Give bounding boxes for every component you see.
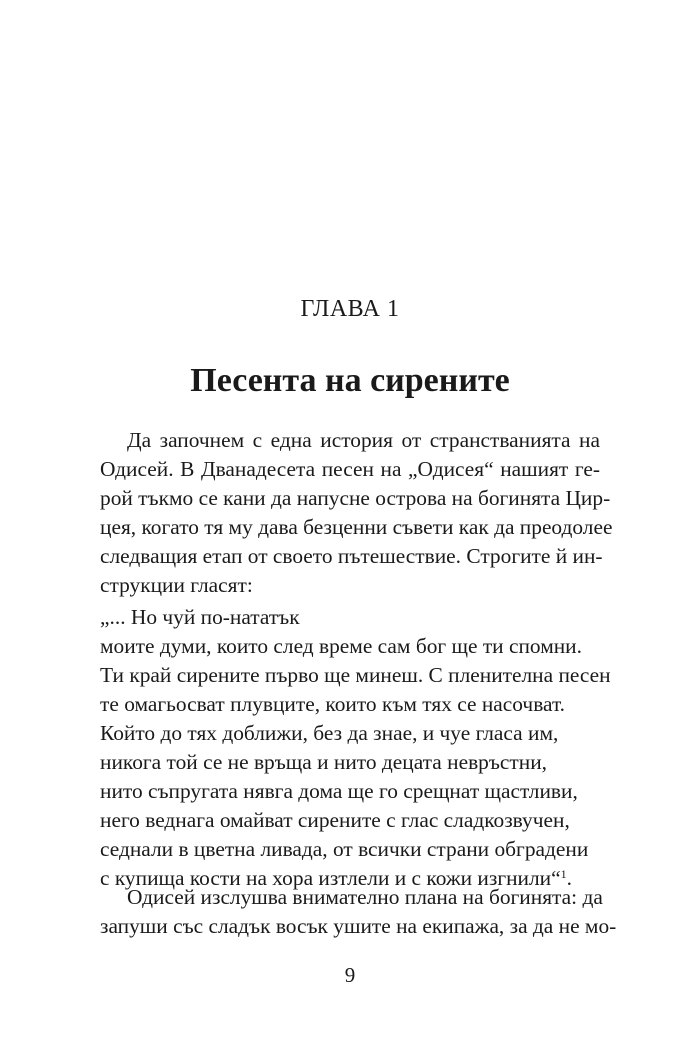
paragraph-line: рой тъкмо се кани да напусне острова на богинята Цир-: [100, 486, 611, 510]
paragraph-line: струкции гласят:: [100, 573, 253, 597]
paragraph-2: [100, 883, 617, 941]
paragraph-line: Одисей изслушва внимателно плана на богинята: да: [127, 885, 603, 909]
paragraph-line: Да започнем с една история от странстванията на: [127, 428, 600, 452]
verse-line: седнали в цветна ливада, от всички страни обградени: [100, 837, 589, 861]
paragraph-line: следващия етап от своето пътешествие. Строгите й ин-: [100, 544, 603, 568]
verse-line: моите думи, които след време сам бог ще ти спомни.: [100, 634, 582, 658]
page-number: 9: [344, 963, 356, 987]
paragraph-line: запуши със сладък восък ушите на екипажа, за да не мо-: [100, 914, 617, 938]
chapter-label: ГЛАВА 1: [300, 296, 400, 322]
verse-line: него веднага омайват сирените с глас сладкозвучен,: [100, 808, 570, 832]
verse-line: нито съпругата нявга дома ще го срещнат щастливи,: [100, 779, 578, 803]
verse-line: „... Но чуй по-нататък: [100, 605, 300, 629]
verse-line: Ти край сирените първо ще минеш. С пленителна песен: [100, 663, 611, 687]
verse-line: те омагьосват плувците, които към тях се насочват.: [100, 692, 566, 716]
verse-line-last: с купища кости на хора изтлели и с кожи изгнили“$^1$.: [100, 866, 572, 890]
paragraph-1: [100, 426, 613, 600]
paragraph-line: цея, когато тя му дава безценни съвети как да преодолее: [100, 515, 613, 539]
paragraph-line: Одисей. В Дванадесета песен на „Одисея“ нашият ге-: [100, 457, 600, 481]
verse-quote: [100, 603, 611, 893]
verse-line: Който до тях доближи, без да знае, и чуе гласа им,: [100, 721, 559, 745]
verse-line: никога той се не връща и нито децата невръстни,: [100, 750, 548, 774]
footnote-marker: 1: [560, 867, 567, 881]
chapter-title: Песента на сирените: [190, 362, 510, 399]
verse-line-text: с купища кости на хора изтлели и с кожи изгнили“: [100, 866, 561, 890]
